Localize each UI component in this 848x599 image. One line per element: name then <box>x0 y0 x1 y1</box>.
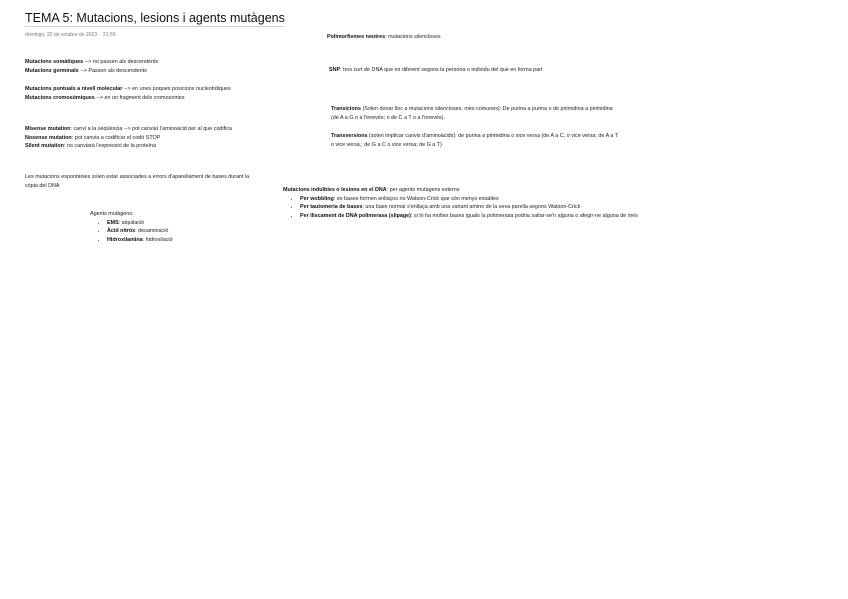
spontaneous-paragraph: Les mutacions espontànies solen estar associades a errors d'aparellament de bases durant la còpia del DNA <box>25 174 250 189</box>
induced-item-text: : es bases formen enllaços no Watson-Crick que són menys estables <box>333 195 499 202</box>
germinal-label: Mutacions germinals <box>25 67 79 74</box>
somatic-label: Mutacions somàtiques <box>25 59 84 65</box>
list-item <box>107 236 173 245</box>
silent-line <box>25 142 232 151</box>
snp-label: SNP <box>329 67 341 73</box>
transitions-label: Transicions <box>331 106 361 112</box>
transversions-text: (solen implicar canvis d'aminoàcids): de purina a pirimidina o vice versa (de A a C, o vice versa; de A a T o vice versa,; de G a C o vice versa; de G a T) <box>331 133 618 148</box>
induced-list <box>283 195 645 221</box>
agent-label: EMS <box>107 219 119 226</box>
induced-text: : per agents mutàgens externs <box>386 187 460 193</box>
induced-item-label: Per wobbling <box>300 195 334 202</box>
transitions-paragraph <box>331 105 619 122</box>
induced-label: Mutacions induïbles o lesions en el DNA <box>283 187 387 193</box>
polymorphisms-label: Polimorfismes neutres <box>327 34 386 40</box>
agent-label: Àcid nitrós <box>107 228 136 235</box>
somatic-text: --> no passen als descendents <box>83 59 159 65</box>
germinal-line <box>25 67 158 76</box>
page-date <box>25 32 116 38</box>
list-item <box>300 212 645 221</box>
silent-text: : no canviarà l'expressió de la proteïna <box>63 143 157 150</box>
induced-item-label: Per tautomeria de bases <box>300 204 363 211</box>
missense-label: Misense mutation <box>25 126 71 132</box>
list-item <box>300 203 645 212</box>
nonsense-line <box>25 134 232 143</box>
polymorphisms-text: : mutacions silencioses <box>385 34 441 40</box>
chromosomal-line <box>25 94 231 103</box>
agent-text: : hidroxilació <box>142 236 173 243</box>
snp-paragraph <box>329 66 547 75</box>
list-item <box>107 219 173 228</box>
agent-label: Hidroxilamina <box>107 236 143 243</box>
transversions-label: Transversions <box>331 133 368 139</box>
agents-heading: Agents mutàgens: <box>90 211 134 217</box>
mutation-scale-block <box>25 85 231 102</box>
chromosomal-label: Mutacions cromosòmiques <box>25 94 95 101</box>
time-text: 21:59 <box>103 32 116 38</box>
chromosomal-text: --> en un fragment dels cromosomes <box>94 94 185 101</box>
induced-heading <box>283 186 645 195</box>
silent-label: Silent mutation <box>25 143 64 150</box>
somatic-line <box>25 58 158 67</box>
snp-text: : tros curt de DNA que es diferent segons la persona o individu del que en forma part <box>340 67 543 73</box>
induced-item-text: : una base normal s'enllaça amb una variant amino de la seva parella segons Watson-Crick <box>362 204 581 211</box>
nonsense-label: Nosense mutation <box>25 134 72 141</box>
list-item <box>107 227 173 236</box>
induced-item-text: : si hi ha moltes bases iguals la polimerasa podria saltar-se'n alguna o afegir-ne alguna de més <box>410 212 638 219</box>
induced-block <box>283 186 645 220</box>
nonsense-text: : pot canvia a codificar el codó STOP <box>71 134 161 141</box>
date-text: domingo, 22 de octubre de 2023 <box>25 32 97 38</box>
page-title: TEMA 5: Mutacions, lesions i agents mutàgens <box>25 11 285 25</box>
punctual-line <box>25 85 231 94</box>
agent-text: : desaminació <box>135 228 169 235</box>
missense-line <box>25 125 232 134</box>
mutation-types-block <box>25 58 158 75</box>
list-item <box>300 195 645 204</box>
agents-list <box>90 219 173 245</box>
punctual-label: Mutacions puntuals a nivell molecular <box>25 86 123 92</box>
transversions-paragraph <box>331 132 619 149</box>
punctual-text: --> en unes poques posicions nucleotídiques <box>122 86 231 92</box>
germinal-text: --> Passen als descendents <box>78 67 147 74</box>
missense-text: : canvi a la seqüència --> pot canviar l'aminoàcid per al que codifica <box>70 126 233 132</box>
agent-text: : alquilació <box>118 219 145 226</box>
agents-block <box>90 210 173 244</box>
polymorphisms-line <box>327 33 441 42</box>
transitions-text: (Solen donar lloc a mutacions silencioses, més comunes): De purina a purina o de pirimidina a pirimidina (de A a G o a l'inrevés; o de C a T o a l'inrevés). <box>331 106 613 121</box>
point-mutation-block <box>25 125 232 151</box>
induced-item-label: Per lliscament de DNA polimerasa (slipage) <box>300 212 411 219</box>
